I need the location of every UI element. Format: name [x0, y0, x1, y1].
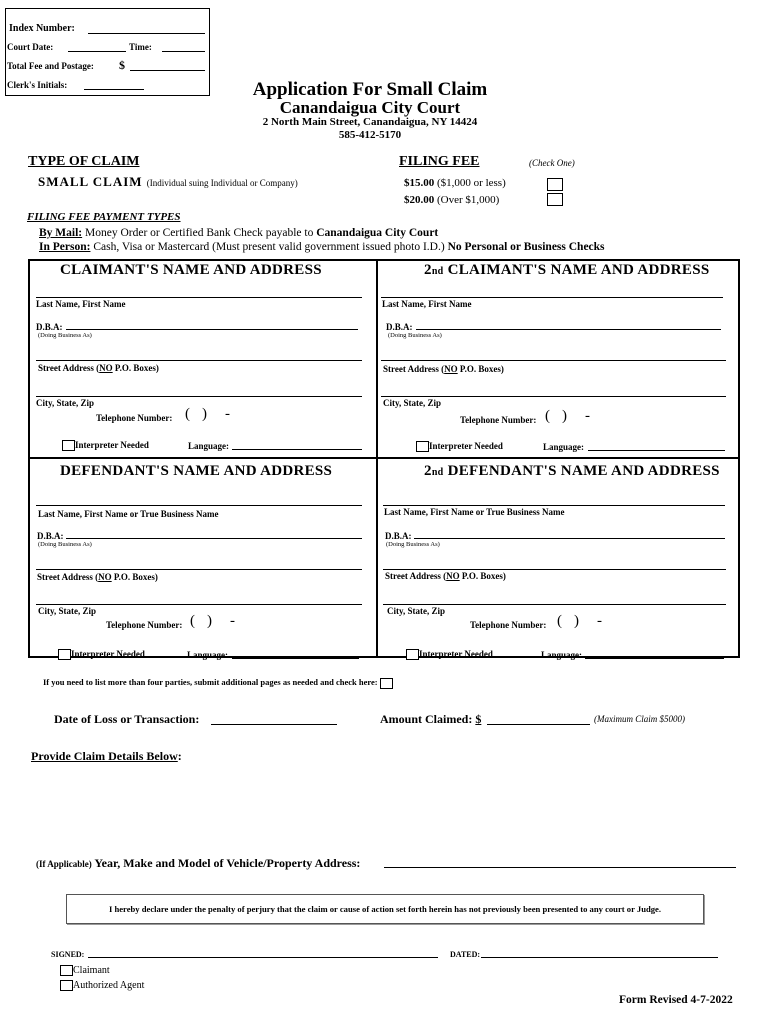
defendant2-heading: 2nd DEFENDANT'S NAME AND ADDRESS	[424, 463, 720, 479]
declaration-text: I hereby declare under the penalty of perjury that the claim or cause of action set forth herein has not previously been presented to any court or Judge.	[108, 904, 662, 914]
clerk-initials-label: Clerk's Initials:	[7, 80, 68, 90]
defendant2-dba-note: (Doing Business As)	[386, 541, 440, 548]
claimant-telephone-field[interactable]: ( ) -	[185, 406, 230, 422]
filing-fee-heading: FILING FEE	[399, 154, 480, 169]
form-revised: Form Revised 4-7-2022	[619, 994, 733, 1006]
fee-option-2-checkbox[interactable]	[547, 193, 563, 206]
defendant-dba-note: (Doing Business As)	[38, 541, 92, 548]
claimant-city-field[interactable]	[36, 396, 362, 397]
small-claim-label: SMALL CLAIM (Individual suing Individual or Company)	[38, 174, 298, 189]
defendant2-name-field[interactable]	[383, 505, 725, 506]
payment-types-heading: FILING FEE PAYMENT TYPES	[27, 211, 181, 223]
claimant2-telephone-label: Telephone Number:	[460, 415, 537, 425]
fee-option-2: $20.00 (Over $1,000)	[404, 194, 500, 206]
claimant-heading: CLAIMANT'S NAME AND ADDRESS	[60, 262, 322, 278]
signed-label: SIGNED:	[51, 950, 85, 959]
defendant2-street-field[interactable]	[383, 569, 726, 570]
time-field[interactable]	[162, 51, 205, 52]
defendant-heading: DEFENDANT'S NAME AND ADDRESS	[60, 463, 333, 479]
amount-claimed-label: Amount Claimed: $	[380, 712, 482, 726]
signed-field[interactable]	[88, 957, 438, 958]
defendant2-telephone-field[interactable]: ( ) -	[557, 613, 602, 629]
defendant2-name-label: Last Name, First Name or True Business Name	[384, 507, 565, 517]
court-date-field[interactable]	[68, 51, 126, 52]
claimant-dba-label: D.B.A:	[36, 322, 63, 332]
claimant2-street-field[interactable]	[381, 360, 726, 361]
defendant-interpreter[interactable]: Interpreter Needed	[58, 649, 145, 660]
claimant2-name-field[interactable]	[381, 297, 723, 298]
form-title: Application For Small Claim	[252, 79, 488, 100]
claimant-signer-option[interactable]: Claimant	[60, 965, 110, 976]
claimant2-city-label: City, State, Zip	[383, 398, 442, 408]
claimant2-dba-field[interactable]	[416, 329, 721, 330]
agent-signer-option[interactable]: Authorized Agent	[60, 980, 144, 991]
index-number-field[interactable]	[88, 33, 205, 34]
defendant-telephone-field[interactable]: ( ) -	[190, 613, 235, 629]
date-of-loss-label: Date of Loss or Transaction:	[54, 712, 200, 726]
defendant2-language-field[interactable]	[585, 658, 724, 659]
claimant2-language-field[interactable]	[588, 450, 725, 451]
defendant-city-field[interactable]	[36, 604, 362, 605]
defendant2-dba-label: D.B.A:	[385, 531, 412, 541]
payment-in-person: In Person: Cash, Visa or Mastercard (Must present valid government issued photo I.D.) No Personal or Business Checks	[39, 241, 605, 253]
defendant-name-label: Last Name, First Name or True Business Name	[38, 509, 219, 519]
amount-claimed-field[interactable]	[487, 724, 590, 725]
claimant2-street-label: Street Address (NO P.O. Boxes)	[383, 364, 504, 374]
claimant2-interpreter[interactable]: Interpreter Needed	[416, 441, 503, 452]
dated-field[interactable]	[481, 957, 718, 958]
claimant-language-label: Language:	[188, 441, 230, 451]
defendant-street-label: Street Address (NO P.O. Boxes)	[37, 572, 158, 582]
defendant-language-label: Language:	[187, 650, 229, 660]
defendant2-street-label: Street Address (NO P.O. Boxes)	[385, 571, 506, 581]
defendant-dba-field[interactable]	[66, 538, 362, 539]
declaration-box	[66, 894, 704, 924]
claimant-street-field[interactable]	[36, 360, 362, 361]
claimant-dba-field[interactable]	[66, 329, 358, 330]
claimant2-language-label: Language:	[543, 442, 585, 452]
defendant-dba-label: D.B.A:	[37, 531, 64, 541]
claimant2-dba-label: D.B.A:	[386, 322, 413, 332]
more-parties-checkbox[interactable]	[380, 678, 393, 689]
court-address: 2 North Main Street, Canandaigua, NY 14424	[262, 116, 478, 128]
total-fee-label: Total Fee and Postage:	[7, 61, 94, 71]
claim-details-area[interactable]	[30, 770, 740, 850]
claim-details-heading: Provide Claim Details Below:	[31, 749, 182, 763]
defendant2-dba-field[interactable]	[414, 538, 725, 539]
claimant2-heading: 2nd CLAIMANT'S NAME AND ADDRESS	[424, 262, 710, 278]
total-fee-field[interactable]	[130, 70, 205, 71]
grid-horizontal-divider	[30, 457, 738, 459]
defendant2-telephone-label: Telephone Number:	[470, 620, 547, 630]
court-phone: 585-412-5170	[338, 129, 402, 141]
claimant2-name-label: Last Name, First Name	[382, 299, 472, 309]
small-claim-note: (Individual suing Individual or Company)	[146, 178, 298, 188]
fee-option-1: $15.00 ($1,000 or less)	[404, 177, 506, 189]
fee-option-1-checkbox[interactable]	[547, 178, 563, 191]
defendant2-interpreter[interactable]: Interpreter Needed	[406, 649, 493, 660]
claimant-street-label: Street Address (NO P.O. Boxes)	[38, 363, 159, 373]
max-claim-note: (Maximum Claim $5000)	[594, 714, 685, 724]
defendant-city-label: City, State, Zip	[38, 606, 97, 616]
defendant-name-field[interactable]	[36, 505, 362, 506]
defendant2-language-label: Language:	[541, 650, 583, 660]
claimant2-telephone-field[interactable]: ( ) -	[545, 408, 590, 424]
payment-by-mail: By Mail: Money Order or Certified Bank Check payable to Canandaigua City Court	[39, 227, 439, 239]
parties-grid	[28, 259, 740, 658]
check-one-note: (Check One)	[529, 158, 575, 168]
dated-label: DATED:	[450, 950, 481, 959]
more-parties-note: If you need to list more than four parties, submit additional pages as needed and check here:	[43, 677, 393, 689]
defendant-telephone-label: Telephone Number:	[106, 620, 183, 630]
claimant-telephone-label: Telephone Number:	[96, 413, 173, 423]
claimant-language-field[interactable]	[232, 449, 362, 450]
claimant-name-field[interactable]	[36, 297, 362, 298]
claimant-interpreter[interactable]: Interpreter Needed	[62, 440, 149, 451]
total-fee-dollar: $	[119, 58, 125, 72]
claimant2-dba-note: (Doing Business As)	[388, 332, 442, 339]
defendant2-city-label: City, State, Zip	[387, 606, 446, 616]
type-of-claim-heading: TYPE OF CLAIM	[28, 154, 140, 169]
vehicle-label: (If Applicable) Year, Make and Model of Vehicle/Property Address:	[36, 856, 361, 870]
defendant-language-field[interactable]	[232, 658, 359, 659]
court-date-label: Court Date:	[7, 42, 54, 52]
claimant-city-label: City, State, Zip	[36, 398, 95, 408]
vehicle-field[interactable]	[384, 867, 736, 868]
claimant-name-label: Last Name, First Name	[36, 299, 126, 309]
claimant2-city-field[interactable]	[381, 396, 726, 397]
defendant-street-field[interactable]	[36, 569, 362, 570]
index-number-label: Index Number:	[9, 23, 75, 34]
court-name: Canandaigua City Court	[279, 98, 461, 117]
date-of-loss-field[interactable]	[211, 724, 337, 725]
time-label: Time:	[129, 42, 152, 52]
claimant-dba-note: (Doing Business As)	[38, 332, 92, 339]
defendant2-city-field[interactable]	[383, 604, 726, 605]
